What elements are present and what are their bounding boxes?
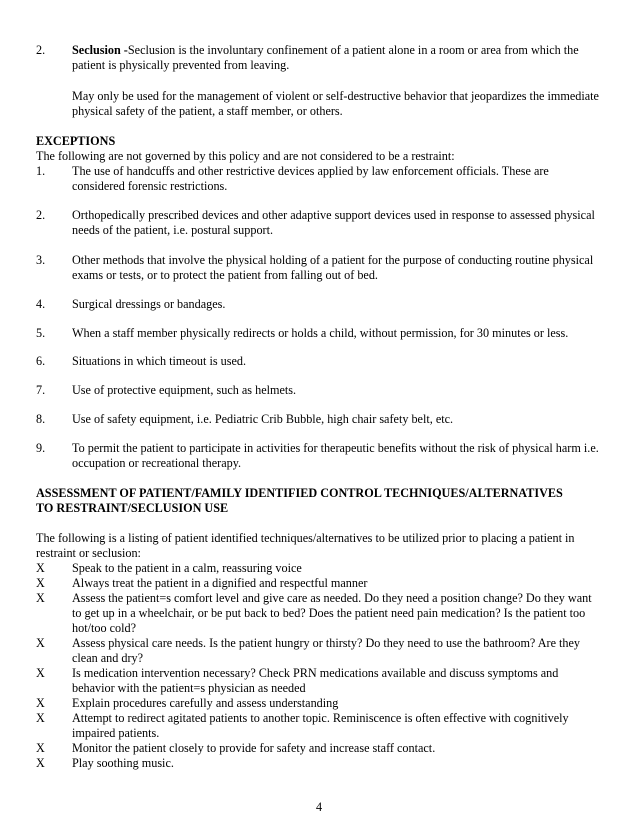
list-item <box>36 666 602 696</box>
x-marker: X <box>36 636 45 650</box>
seclusion-term: Seclusion - <box>72 43 128 57</box>
item-text: The use of handcuffs and other restrictive devices applied by law enforcement officials. These are considered forensic restrictions. <box>72 164 549 193</box>
exception-item <box>36 326 602 341</box>
list-item <box>36 756 602 771</box>
item-text: To permit the patient to participate in activities for therapeutic benefits without the risk of physical harm i.e. occupation or recreational therapy. <box>72 441 599 470</box>
x-marker: X <box>36 696 45 710</box>
item-text: Explain procedures carefully and assess understanding <box>72 696 339 710</box>
exception-item <box>36 412 602 427</box>
list-item <box>36 636 602 666</box>
seclusion-note-block <box>36 89 602 119</box>
assessment-heading-line2: TO RESTRAINT/SECLUSION USE <box>36 501 229 515</box>
exception-item <box>36 253 602 283</box>
item-number: 1. <box>36 164 46 178</box>
assessment-list <box>36 561 602 771</box>
item-number: 9. <box>36 441 46 455</box>
item-text: Speak to the patient in a calm, reassuring voice <box>72 561 302 575</box>
list-item <box>36 741 602 756</box>
exception-item <box>36 383 602 398</box>
exceptions-intro: The following are not governed by this policy and are not considered to be a restraint: <box>36 149 455 163</box>
item-number: 8. <box>36 412 46 426</box>
page-number: 4 <box>315 800 323 814</box>
x-marker: X <box>36 576 45 590</box>
x-marker: X <box>36 756 45 770</box>
item-text: Other methods that involve the physical holding of a patient for the purpose of conducting routine physical exams or tests, or to protect the patient from falling out of bed. <box>72 253 594 282</box>
x-marker: X <box>36 711 45 725</box>
item-text: Assess physical care needs. Is the patient hungry or thirsty? Do they need to use the bathroom? Are they clean and dry? <box>72 636 581 665</box>
item-text: Attempt to redirect agitated patients to another topic. Reminiscence is often effective with cognitively impaired patients. <box>72 711 569 740</box>
list-item <box>36 576 602 591</box>
item-number: 7. <box>36 383 46 397</box>
item-text: When a staff member physically redirects or holds a child, without permission, for 30 minutes or less. <box>72 326 569 340</box>
x-marker: X <box>36 561 45 575</box>
item-number: 2. <box>36 43 46 57</box>
item-text: Orthopedically prescribed devices and other adaptive support devices used in response to assessed physical needs of the patient, i.e. postural support. <box>72 208 595 237</box>
list-item <box>36 561 602 576</box>
item-number: 3. <box>36 253 46 267</box>
x-marker: X <box>36 591 45 605</box>
item-text: Is medication intervention necessary? Check PRN medications available and discuss symptoms and behavior with the patient=s physician as needed <box>72 666 559 695</box>
exceptions-heading: EXCEPTIONS <box>36 134 116 148</box>
item-text: Assess the patient=s comfort level and give care as needed. Do they need a position change? Do they want to get up in a wheelchair, or be put back to bed? Does the patient need pain medication? Is the patient too hot/too cold? <box>72 591 592 635</box>
item-number: 2. <box>36 208 46 222</box>
seclusion-note: May only be used for the management of violent or self-destructive behavior that jeopardizes the immediate physical safety of the patient, a staff member, or others. <box>72 89 599 118</box>
item-number: 6. <box>36 354 46 368</box>
list-item <box>36 696 602 711</box>
list-item <box>36 591 602 636</box>
item-number: 4. <box>36 297 46 311</box>
exception-item <box>36 441 602 471</box>
seclusion-definition <box>72 43 602 73</box>
item-text: Play soothing music. <box>72 756 174 770</box>
item-text: Monitor the patient closely to provide for safety and increase staff contact. <box>72 741 436 755</box>
exception-item <box>36 208 602 238</box>
exception-item <box>36 354 602 369</box>
exception-item <box>36 164 602 194</box>
item-text: Always treat the patient in a dignified and respectful manner <box>72 576 368 590</box>
exception-item <box>36 297 602 312</box>
item-number: 5. <box>36 326 46 340</box>
item-text: Use of safety equipment, i.e. Pediatric Crib Bubble, high chair safety belt, etc. <box>72 412 454 426</box>
assessment-heading-line1: ASSESSMENT OF PATIENT/FAMILY IDENTIFIED CONTROL TECHNIQUES/ALTERNATIVES <box>36 486 563 500</box>
assessment-heading <box>36 486 602 516</box>
seclusion-text: Seclusion is the involuntary confinement of a patient alone in a room or area from which the patient is physically prevented from leaving. <box>72 43 579 72</box>
item-text: Use of protective equipment, such as helmets. <box>72 383 297 397</box>
seclusion-item <box>36 43 602 73</box>
item-text: Situations in which timeout is used. <box>72 354 247 368</box>
x-marker: X <box>36 666 45 680</box>
assessment-intro: The following is a listing of patient identified techniques/alternatives to be utilized prior to placing a patient in restraint or seclusion: <box>36 531 575 560</box>
list-item <box>36 711 602 741</box>
item-text: Surgical dressings or bandages. <box>72 297 226 311</box>
x-marker: X <box>36 741 45 755</box>
